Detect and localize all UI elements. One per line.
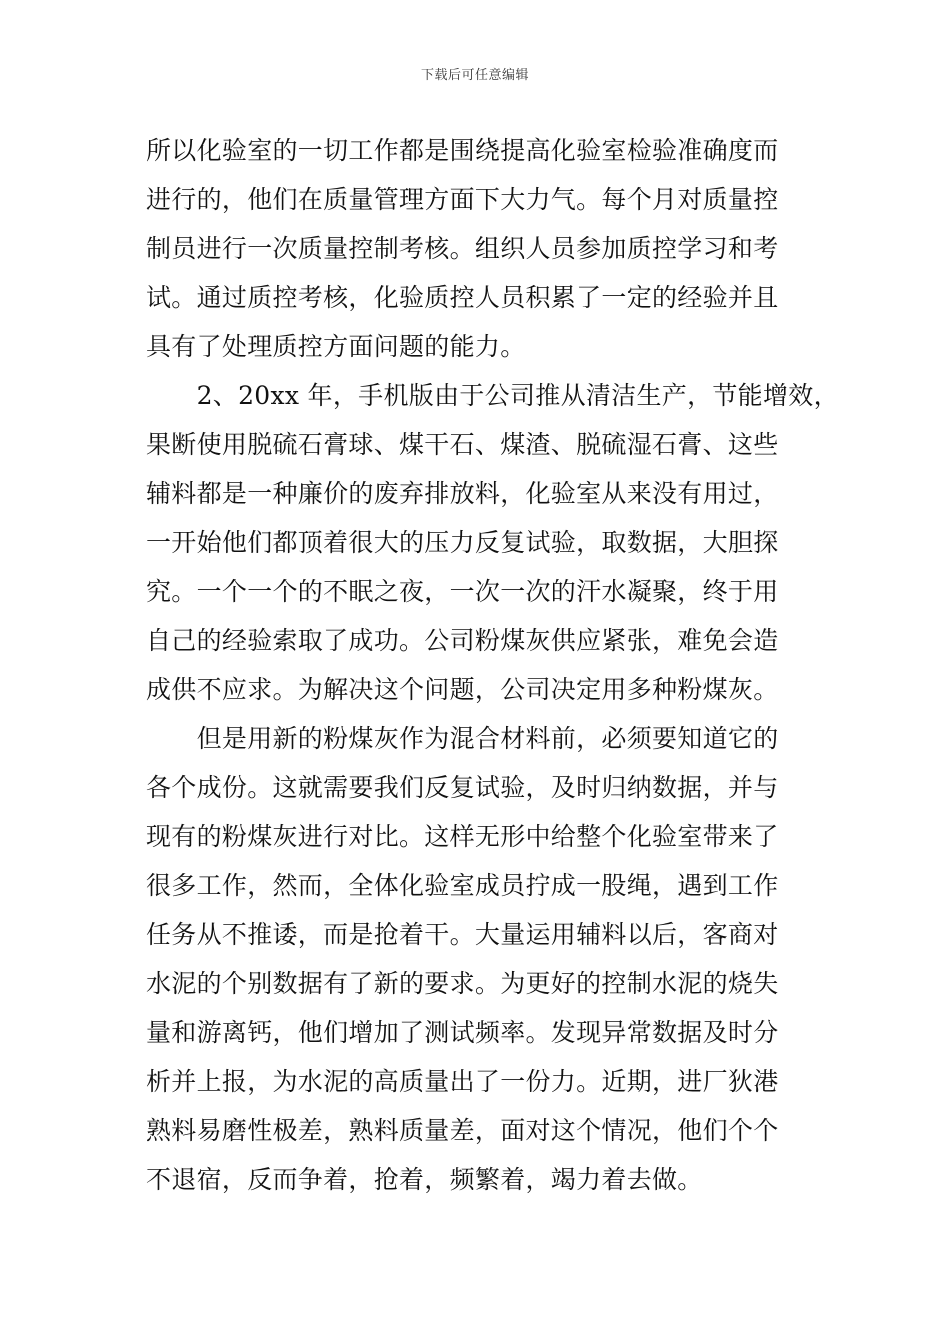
text-line: 熟料易磨性极差，熟料质量差，面对这个情况，他们个个 <box>146 1116 779 1145</box>
text-line: 一开始他们都顶着很大的压力反复试验，取数据，大胆探 <box>146 528 779 557</box>
text-line: 各个成份。这就需要我们反复试验，及时归纳数据，并与 <box>146 773 779 802</box>
text-line: 辅料都是一种廉价的废弃排放料，化验室从来没有用过， <box>146 479 779 508</box>
text-line: 水泥的个别数据有了新的要求。为更好的控制水泥的烧失 <box>146 969 779 998</box>
page-header-note: 下载后可任意编辑 <box>420 68 529 83</box>
text-line: 自己的经验索取了成功。公司粉煤灰供应紧张，难免会造 <box>146 626 779 655</box>
document-body <box>146 126 839 1204</box>
text-line: 试。通过质控考核，化验质控人员积累了一定的经验并且 <box>146 283 779 312</box>
text-line: 究。一个一个的不眠之夜，一次一次的汗水凝聚，终于用 <box>146 577 779 606</box>
text-line: 果断使用脱硫石膏球、煤干石、煤渣、脱硫湿石膏、这些 <box>146 430 779 459</box>
text-line: 2、20xx 年，手机版由于公司推从清洁生产，节能增效， <box>146 381 839 410</box>
text-line: 现有的粉煤灰进行对比。这样无形中给整个化验室带来了 <box>146 822 779 851</box>
text-line: 成供不应求。为解决这个问题，公司决定用多种粉煤灰。 <box>146 675 779 704</box>
text-line: 析并上报，为水泥的高质量出了一份力。近期，进厂狄港 <box>146 1067 779 1096</box>
text-line: 量和游离钙，他们增加了测试频率。发现异常数据及时分 <box>146 1018 779 1047</box>
text-line: 制员进行一次质量控制考核。组织人员参加质控学习和考 <box>146 234 779 263</box>
text-line: 不退宿，反而争着，抢着，频繁着，竭力着去做。 <box>146 1165 703 1194</box>
text-line: 所以化验室的一切工作都是围绕提高化验室检验准确度而 <box>146 136 779 165</box>
text-line: 具有了处理质控方面问题的能力。 <box>146 332 526 361</box>
text-line: 进行的，他们在质量管理方面下大力气。每个月对质量控 <box>146 185 779 214</box>
text-line: 很多工作，然而，全体化验室成员拧成一股绳，遇到工作 <box>146 871 779 900</box>
text-line: 任务从不推诿，而是抢着干。大量运用辅料以后，客商对 <box>146 920 779 949</box>
text-line: 但是用新的粉煤灰作为混合材料前，必须要知道它的 <box>146 724 779 753</box>
